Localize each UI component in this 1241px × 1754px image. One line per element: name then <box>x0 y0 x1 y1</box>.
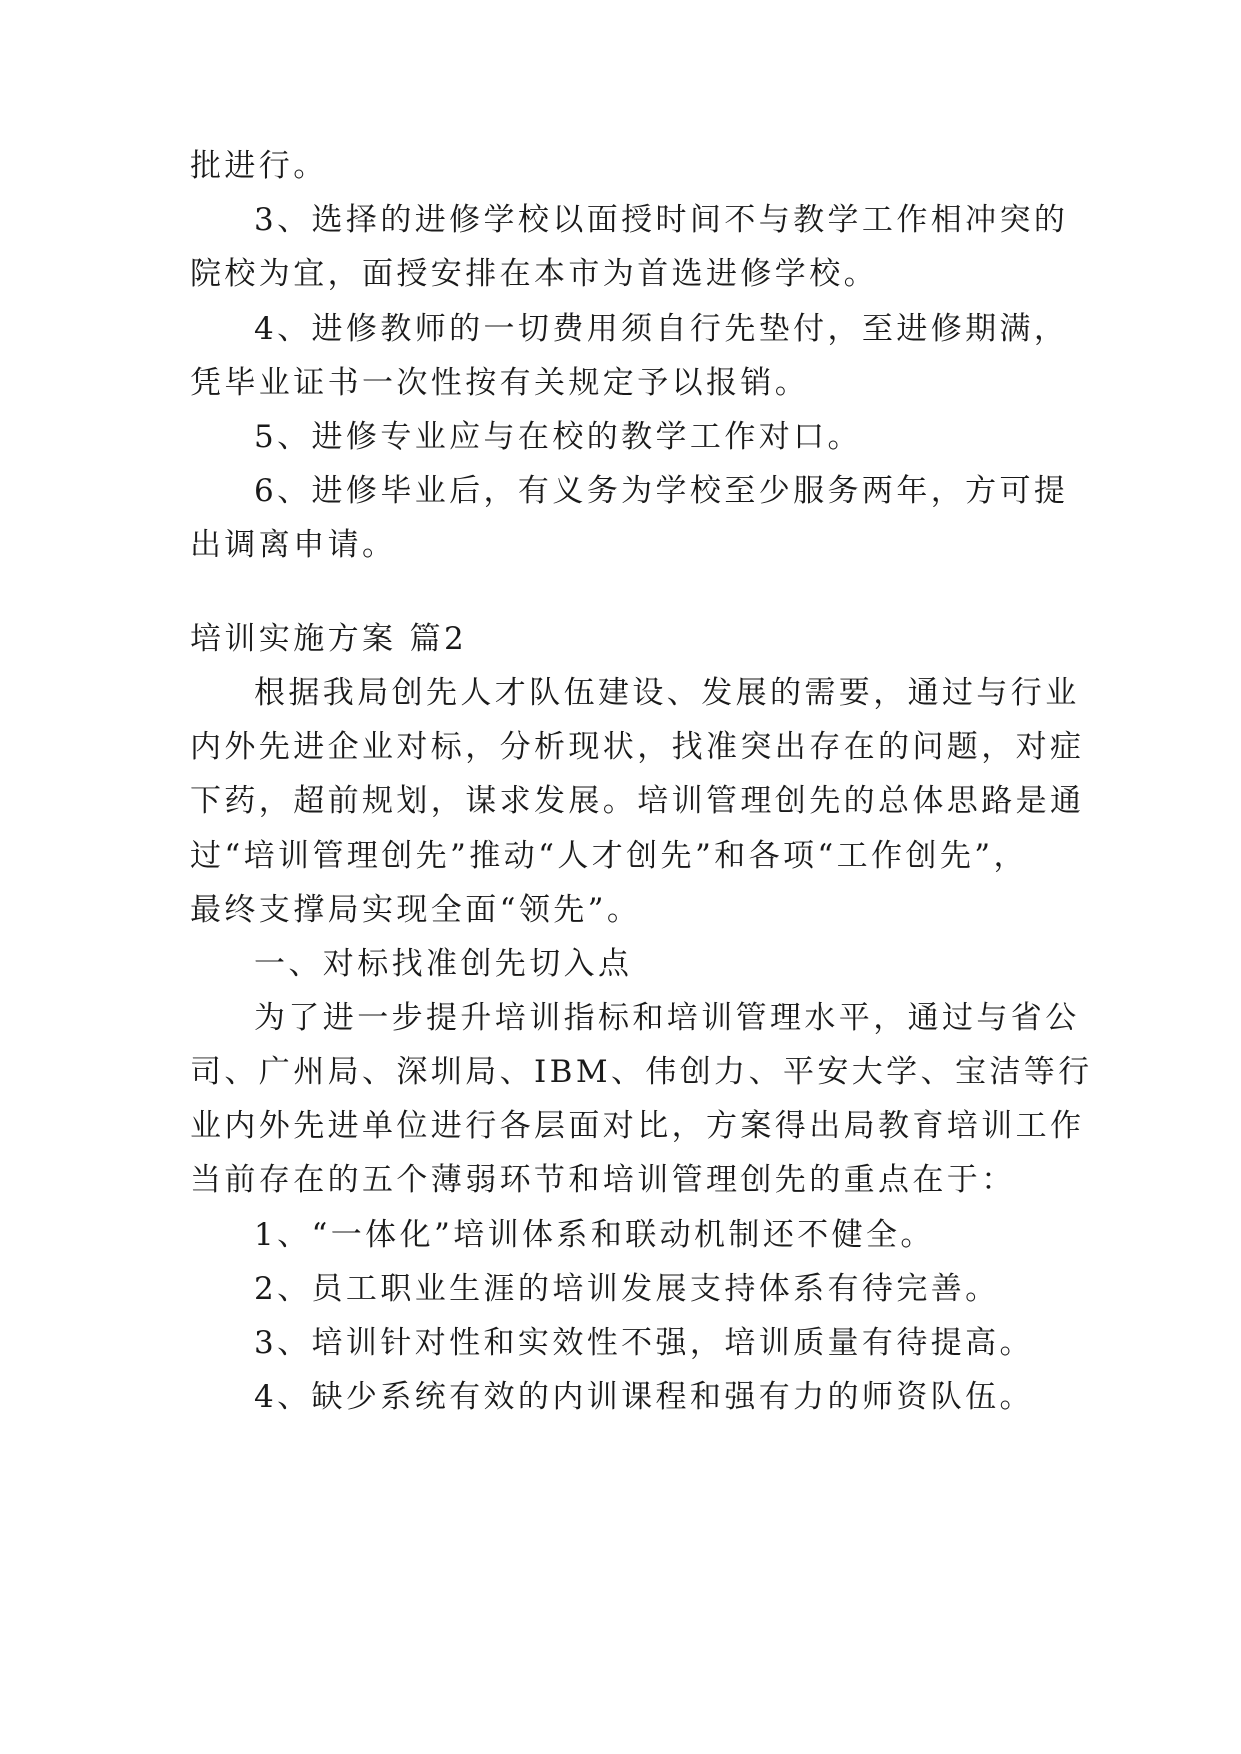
list-item-5: 5、进修专业应与在校的教学工作对口。 <box>254 419 862 455</box>
paragraph-line: 根据我局创先人才队伍建设、发展的需要，通过与行业 <box>254 675 1080 711</box>
paragraph-line: 过“培训管理创先”推动“人才创先”和各项“工作创先”， <box>190 838 1028 874</box>
paragraph-line: 业内外先进单位进行各层面对比，方案得出局教育培训工作 <box>190 1108 1085 1144</box>
paragraph-line: 当前存在的五个薄弱环节和培训管理创先的重点在于： <box>190 1162 1016 1198</box>
text-line: 批进行。 <box>190 148 328 184</box>
subheading: 一、对标找准创先切入点 <box>254 946 633 982</box>
list-item-1: 1、“一体化”培训体系和联动机制还不健全。 <box>254 1217 935 1253</box>
text-line: 院校为宜，面授安排在本市为首选进修学校。 <box>190 256 878 292</box>
text-line: 凭毕业证书一次性按有关规定予以报销。 <box>190 365 810 401</box>
text-line: 出调离申请。 <box>190 527 397 563</box>
paragraph-line: 司、广州局、深圳局、IBM、伟创力、平安大学、宝洁等行 <box>190 1054 1093 1090</box>
paragraph-line: 内外先进企业对标，分析现状，找准突出存在的问题，对症 <box>190 729 1085 765</box>
list-item-3: 3、培训针对性和实效性不强，培训质量有待提高。 <box>254 1325 1034 1361</box>
list-item-4: 4、缺少系统有效的内训课程和强有力的师资队伍。 <box>254 1379 1034 1415</box>
section-heading: 培训实施方案 篇2 <box>190 621 468 657</box>
paragraph-line: 最终支撑局实现全面“领先”。 <box>190 892 642 928</box>
paragraph-line: 为了进一步提升培训指标和培训管理水平，通过与省公 <box>254 1000 1080 1036</box>
paragraph-line: 下药，超前规划，谋求发展。培训管理创先的总体思路是通 <box>190 783 1085 819</box>
list-item-6: 6、进修毕业后，有义务为学校至少服务两年，方可提 <box>254 473 1069 509</box>
list-item-3: 3、选择的进修学校以面授时间不与教学工作相冲突的 <box>254 202 1069 238</box>
list-item-2: 2、员工职业生涯的培训发展支持体系有待完善。 <box>254 1271 1000 1307</box>
list-item-4: 4、进修教师的一切费用须自行先垫付，至进修期满， <box>254 311 1069 347</box>
